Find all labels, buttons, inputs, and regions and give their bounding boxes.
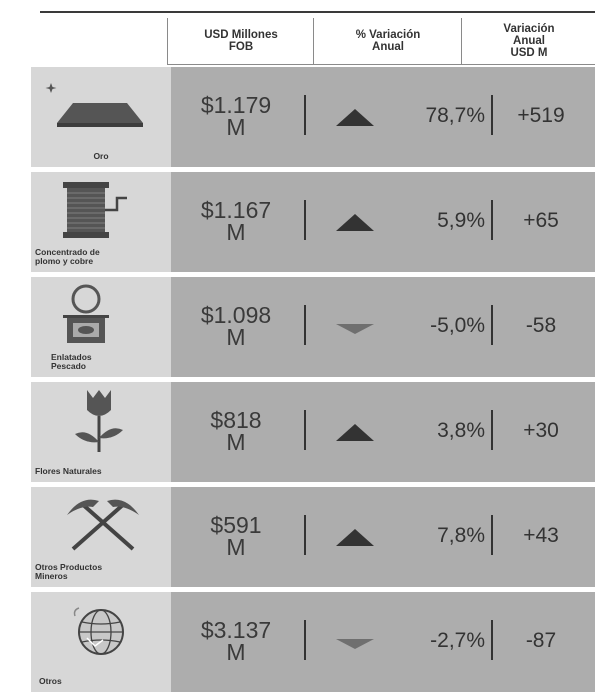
- header-usd-fob: USD Millones FOB: [167, 18, 314, 64]
- separator: [304, 515, 306, 555]
- usd-variation: -58: [525, 314, 557, 337]
- header-pct-variation: % Variación Anual: [313, 18, 462, 64]
- up-triangle-icon: [336, 529, 374, 546]
- separator: [304, 620, 306, 660]
- pct-variation: 7,8%: [437, 524, 485, 547]
- separator: [491, 200, 493, 240]
- pct-variation: 5,9%: [437, 209, 485, 232]
- value-usd: $3.137 M: [200, 617, 272, 665]
- tulip-icon: [49, 388, 149, 458]
- up-triangle-icon: [336, 424, 374, 441]
- separator: [304, 200, 306, 240]
- product-label: Enlatados Pescado: [51, 352, 92, 371]
- header-divider: [167, 64, 595, 65]
- table-row: [31, 172, 595, 272]
- usd-variation: -87: [525, 629, 557, 652]
- product-label: Flores Naturales: [35, 466, 102, 476]
- header-usd-variation: Variación Anual USD M: [461, 18, 595, 64]
- table-row: [31, 277, 595, 377]
- value-usd: $1.098 M: [200, 302, 272, 350]
- pct-variation: 3,8%: [437, 419, 485, 442]
- product-cell: [31, 487, 171, 587]
- table-row: [31, 592, 595, 692]
- product-cell: [31, 172, 171, 272]
- separator: [491, 305, 493, 345]
- value-usd: $1.167 M: [200, 197, 272, 245]
- usd-variation: +65: [523, 209, 559, 232]
- separator: [491, 515, 493, 555]
- gold-bar-icon: [43, 81, 153, 131]
- up-triangle-icon: [336, 214, 374, 231]
- usd-variation: +43: [523, 524, 559, 547]
- pct-variation: -5,0%: [430, 314, 485, 337]
- product-label: Otros Productos Mineros: [35, 562, 103, 581]
- product-cell: [31, 592, 171, 692]
- table-row: [31, 67, 595, 167]
- value-usd: $591 M: [210, 512, 262, 560]
- top-rule: [40, 11, 595, 13]
- cable-spool-icon: [51, 180, 151, 242]
- usd-variation: +519: [517, 104, 565, 127]
- crossed-pickaxes-icon: [53, 493, 153, 555]
- separator: [304, 95, 306, 135]
- separator: [304, 305, 306, 345]
- usd-variation: +30: [523, 419, 559, 442]
- product-label: Oro: [93, 151, 109, 161]
- value-usd: $818 M: [210, 407, 262, 455]
- value-usd: $1.179 M: [200, 92, 272, 140]
- table-row: [31, 487, 595, 587]
- product-label: Otros: [39, 676, 62, 686]
- product-label: Concentrado de plomo y cobre: [35, 247, 100, 266]
- canned-fish-icon: [51, 283, 151, 349]
- globe-icon: [51, 602, 151, 662]
- down-triangle-icon: [336, 324, 374, 334]
- down-triangle-icon: [336, 639, 374, 649]
- separator: [491, 410, 493, 450]
- separator: [304, 410, 306, 450]
- separator: [491, 620, 493, 660]
- table-row: [31, 382, 595, 482]
- up-triangle-icon: [336, 109, 374, 126]
- product-cell: [31, 277, 171, 377]
- pct-variation: -2,7%: [430, 629, 485, 652]
- separator: [491, 95, 493, 135]
- product-cell: [31, 67, 171, 167]
- product-cell: [31, 382, 171, 482]
- pct-variation: 78,7%: [425, 104, 485, 127]
